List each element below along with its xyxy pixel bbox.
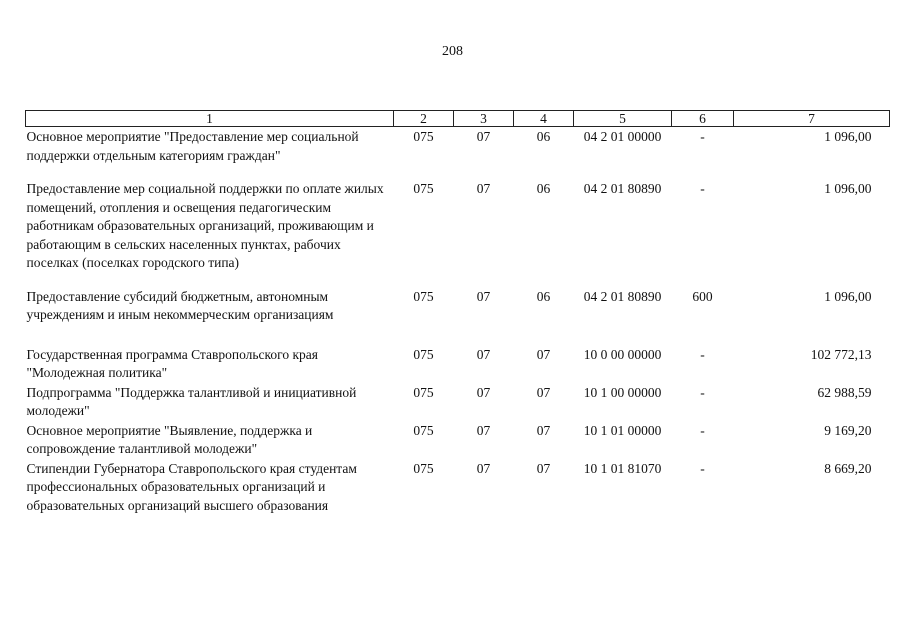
table-row bbox=[26, 179, 890, 287]
row-col-7: 1 096,00 bbox=[824, 288, 872, 304]
row-col-3: 07 bbox=[476, 422, 491, 438]
table-header bbox=[26, 111, 890, 127]
row-col-2: 075 bbox=[413, 181, 434, 196]
table-row bbox=[26, 421, 890, 459]
row-name: Стипендии Губернатора Ставропольского края студентам профессиональных образовательных организаций и образовательных организаций высшего образования bbox=[26, 460, 357, 513]
table-row bbox=[26, 127, 890, 180]
row-col-3: 07 bbox=[476, 288, 491, 304]
table-row bbox=[26, 383, 890, 421]
row-col-6: - bbox=[700, 129, 705, 144]
row-col-4: 06 bbox=[536, 129, 551, 144]
table-row bbox=[26, 287, 890, 345]
row-col-4: 07 bbox=[536, 346, 551, 362]
header-col-5: 5 bbox=[574, 111, 672, 127]
row-col-6: - bbox=[700, 384, 705, 400]
row-col-2: 075 bbox=[413, 288, 434, 304]
row-col-4: 07 bbox=[536, 384, 551, 400]
row-name: Предоставление мер социальной поддержки по оплате жилых помещений, отопления и освещения педагогическим работникам образовательных организаций, проживающим и работающим в сельских населенных пунктах, рабочих поселках (поселках городского типа) bbox=[26, 181, 384, 270]
row-name: Предоставление субсидий бюджетным, автономным учреждениям и иным некоммерческим организациям bbox=[26, 288, 334, 322]
row-col-3: 07 bbox=[476, 181, 491, 196]
row-col-6: - bbox=[700, 460, 705, 476]
row-col-4: 06 bbox=[536, 181, 551, 196]
row-col-5: 04 2 01 80890 bbox=[583, 181, 662, 196]
header-col-3: 3 bbox=[454, 111, 514, 127]
page-number: 208 bbox=[442, 44, 463, 59]
row-name: Основное мероприятие "Предоставление мер социальной поддержки отдельным категориям граждан" bbox=[26, 129, 359, 163]
row-col-3: 07 bbox=[476, 129, 491, 144]
row-col-7: 1 096,00 bbox=[824, 181, 872, 196]
row-col-2: 075 bbox=[413, 460, 434, 476]
header-col-7: 7 bbox=[734, 111, 890, 127]
row-col-4: 06 bbox=[536, 288, 551, 304]
header-col-4: 4 bbox=[514, 111, 574, 127]
row-col-2: 075 bbox=[413, 384, 434, 400]
row-col-3: 07 bbox=[476, 346, 491, 362]
row-col-7: 8 669,20 bbox=[824, 460, 872, 476]
row-col-7: 1 096,00 bbox=[824, 129, 872, 144]
row-col-2: 075 bbox=[413, 129, 434, 144]
row-col-4: 07 bbox=[536, 422, 551, 438]
row-name: Основное мероприятие "Выявление, поддержка и сопровождение талантливой молодежи" bbox=[26, 422, 313, 456]
row-col-6: - bbox=[700, 422, 705, 438]
table-row bbox=[26, 345, 890, 383]
row-col-6: - bbox=[700, 346, 705, 362]
row-col-2: 075 bbox=[413, 422, 434, 438]
header-col-6: 6 bbox=[672, 111, 734, 127]
row-col-6: 600 bbox=[692, 288, 713, 304]
row-name: Государственная программа Ставропольского края "Молодежная политика" bbox=[26, 346, 318, 380]
row-col-7: 102 772,13 bbox=[810, 346, 872, 362]
row-col-3: 07 bbox=[476, 460, 491, 476]
header-row bbox=[26, 111, 890, 127]
row-col-3: 07 bbox=[476, 384, 491, 400]
row-col-5: 10 1 00 00000 bbox=[583, 384, 662, 400]
row-col-7: 9 169,20 bbox=[824, 422, 872, 438]
row-col-5: 04 2 01 00000 bbox=[583, 129, 662, 144]
row-col-2: 075 bbox=[413, 346, 434, 362]
row-col-5: 10 0 00 00000 bbox=[583, 346, 662, 362]
row-col-4: 07 bbox=[536, 460, 551, 476]
row-col-5: 10 1 01 81070 bbox=[583, 460, 662, 476]
row-col-6: - bbox=[700, 181, 705, 196]
row-col-7: 62 988,59 bbox=[817, 384, 872, 400]
budget-table bbox=[25, 110, 890, 515]
row-col-5: 04 2 01 80890 bbox=[583, 288, 662, 304]
table-row bbox=[26, 459, 890, 516]
row-col-5: 10 1 01 00000 bbox=[583, 422, 662, 438]
header-col-1: 1 bbox=[26, 111, 394, 127]
row-name: Подпрограмма "Поддержка талантливой и инициативной молодежи" bbox=[26, 384, 357, 418]
table-body bbox=[26, 127, 890, 516]
header-col-2: 2 bbox=[394, 111, 454, 127]
